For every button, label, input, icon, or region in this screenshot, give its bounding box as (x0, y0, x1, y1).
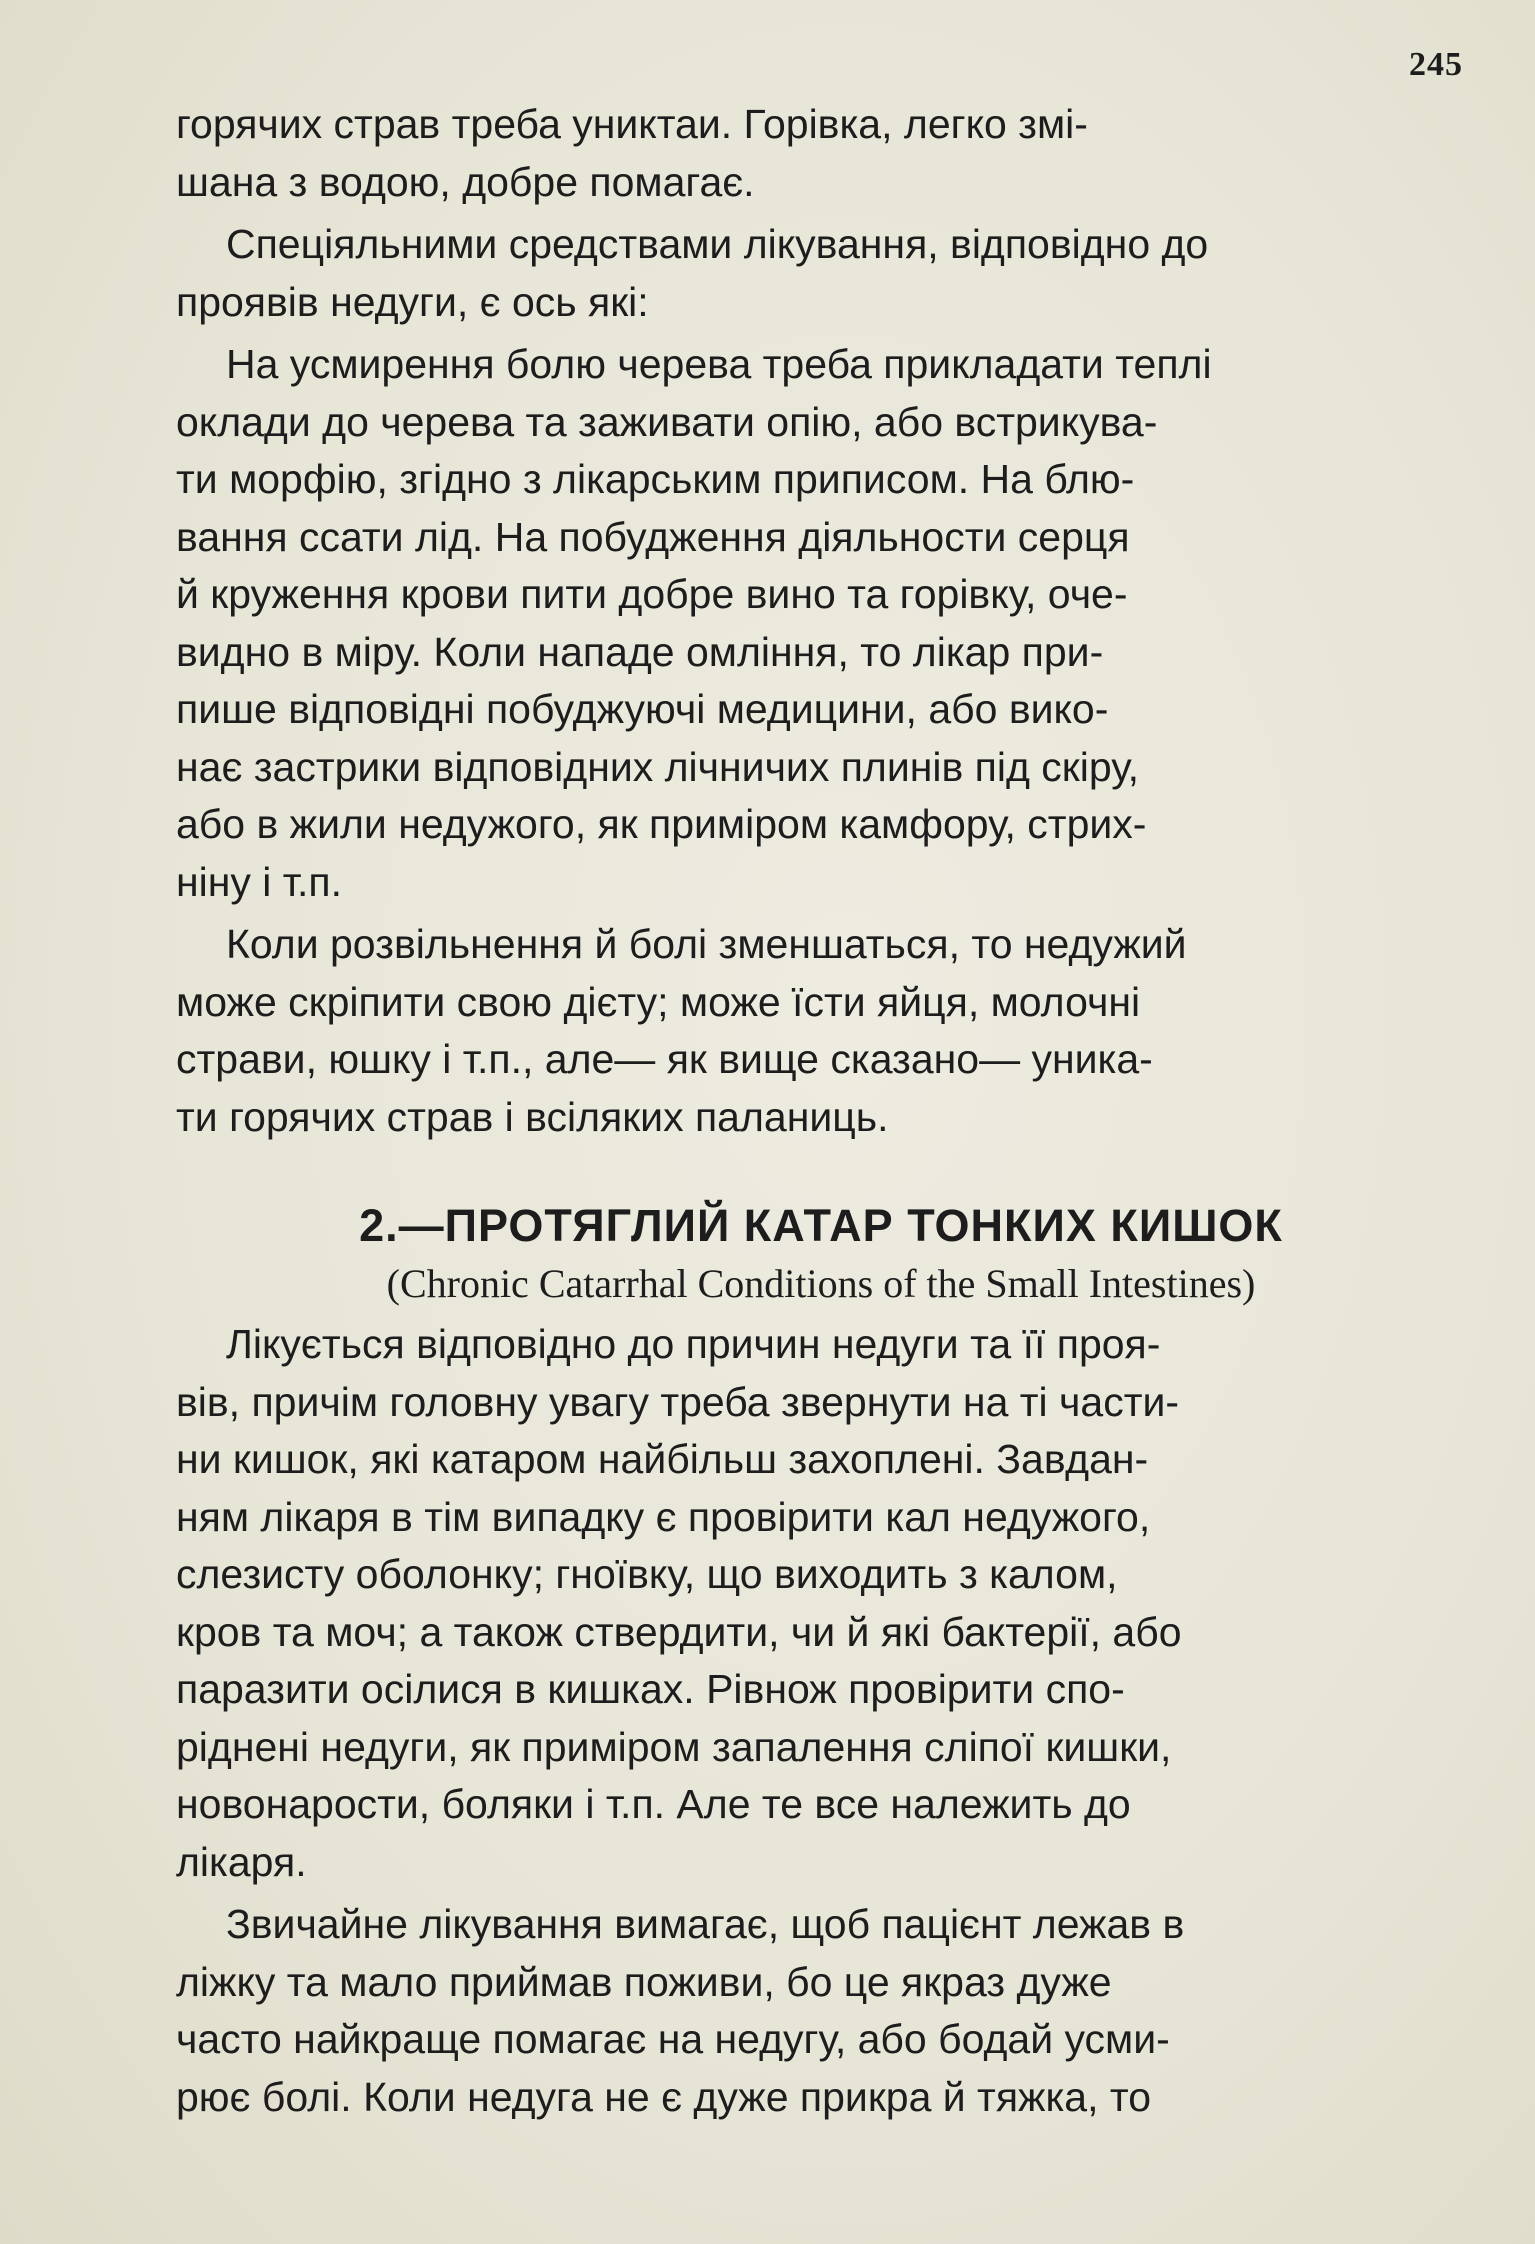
text-line: вів, причім головну увагу треба звернути на ті части- (176, 1378, 1180, 1425)
text-line: ни кишок, які катаром найбільш захоплені. Завдан- (176, 1436, 1149, 1482)
text-line: може скріпити свою дієту; може їсти яйця, молочні (176, 978, 1141, 1025)
text-line: Лікується відповідно до причин недуги та її проя- (226, 1321, 1161, 1367)
text-line: ням лікаря в тім випадку є провірити кал недужого, (176, 1493, 1151, 1540)
paragraph (176, 96, 1466, 211)
text-line: пише відповідні побуджуючі медицини, або вико- (176, 686, 1109, 732)
top-paragraphs (176, 96, 1466, 1146)
text-line: Звичайне лікування вимагає, щоб пацієнт лежав в (226, 1901, 1185, 1947)
text-line: ліжку та мало приймав поживи, бо це якраз дуже (176, 1958, 1112, 2005)
text-line: рює болі. Коли недуга не є дуже прикра й тяжка, то (176, 2073, 1152, 2120)
text-line: Спеціяльними средствами лікування, відповідно до (226, 221, 1209, 267)
text-line: страви, юшку і т.п., але— як вище сказано— уника- (176, 1036, 1153, 1082)
paragraph (176, 216, 1466, 331)
text-line: лікаря. (176, 1838, 307, 1885)
text-line: новонарости, боляки і т.п. Але те все належить до (176, 1781, 1131, 1827)
paragraph (176, 1896, 1466, 2126)
text-line: ти горячих страв і всіляких паланиць. (176, 1093, 889, 1140)
text-line: ніну і т.п. (176, 858, 343, 905)
text-line: ріднені недуги, як приміром запалення сліпої кишки, (176, 1723, 1172, 1770)
text-line: слезисту оболонку; гноївку, що виходить з калом, (176, 1551, 1118, 1597)
text-line: Коли розвільнення й болі зменшаться, то недужий (226, 921, 1187, 967)
section-subheading: (Chronic Catarrhal Conditions of the Small Intestines) (386, 1261, 1256, 1306)
text-line: проявів недуги, є ось які: (176, 278, 649, 325)
text-line: нає застрики відповідних лічничих плинів під скіру, (176, 743, 1139, 790)
paragraph (176, 336, 1466, 911)
text-line: ти морфію, згідно з лікарським приписом. На блю- (176, 456, 1135, 502)
text-line: паразити осілися в кишках. Рівнож провірити спо- (176, 1666, 1125, 1712)
text-line: часто найкраще помагає на недугу, або бодай усми- (176, 2016, 1170, 2062)
text-line: кров та моч; а також ствердити, чи й які бактерії, або (176, 1608, 1182, 1655)
text-line: вання ссати лід. На побудження діяльности серця (176, 513, 1130, 560)
text-line: горячих страв треба униктаи. Горівка, легко змі- (176, 101, 1088, 147)
text-line: або в жили недужого, як приміром камфору, стрих- (176, 801, 1147, 847)
text-line: На усмирення болю черева треба прикладати теплі (226, 341, 1212, 387)
text-line: оклади до черева та заживати опію, або встрикува- (176, 398, 1158, 445)
text-line: видно в міру. Коли нападе омління, то лікар при- (176, 628, 1104, 675)
page-number: 245 (1409, 46, 1463, 83)
section-heading: 2.—ПРОТЯГЛИЙ КАТАР ТОНКИХ КИШОК (359, 1200, 1283, 1251)
text-line: й круження крови пити добре вино та горівку, оче- (176, 571, 1128, 617)
text-line: шана з водою, добре помагає. (176, 158, 755, 205)
paragraph (176, 1316, 1466, 1891)
paragraph (176, 916, 1466, 1146)
section-spacer (176, 1146, 1466, 1196)
text-body (176, 96, 1466, 2126)
bottom-paragraphs (176, 1316, 1466, 2126)
